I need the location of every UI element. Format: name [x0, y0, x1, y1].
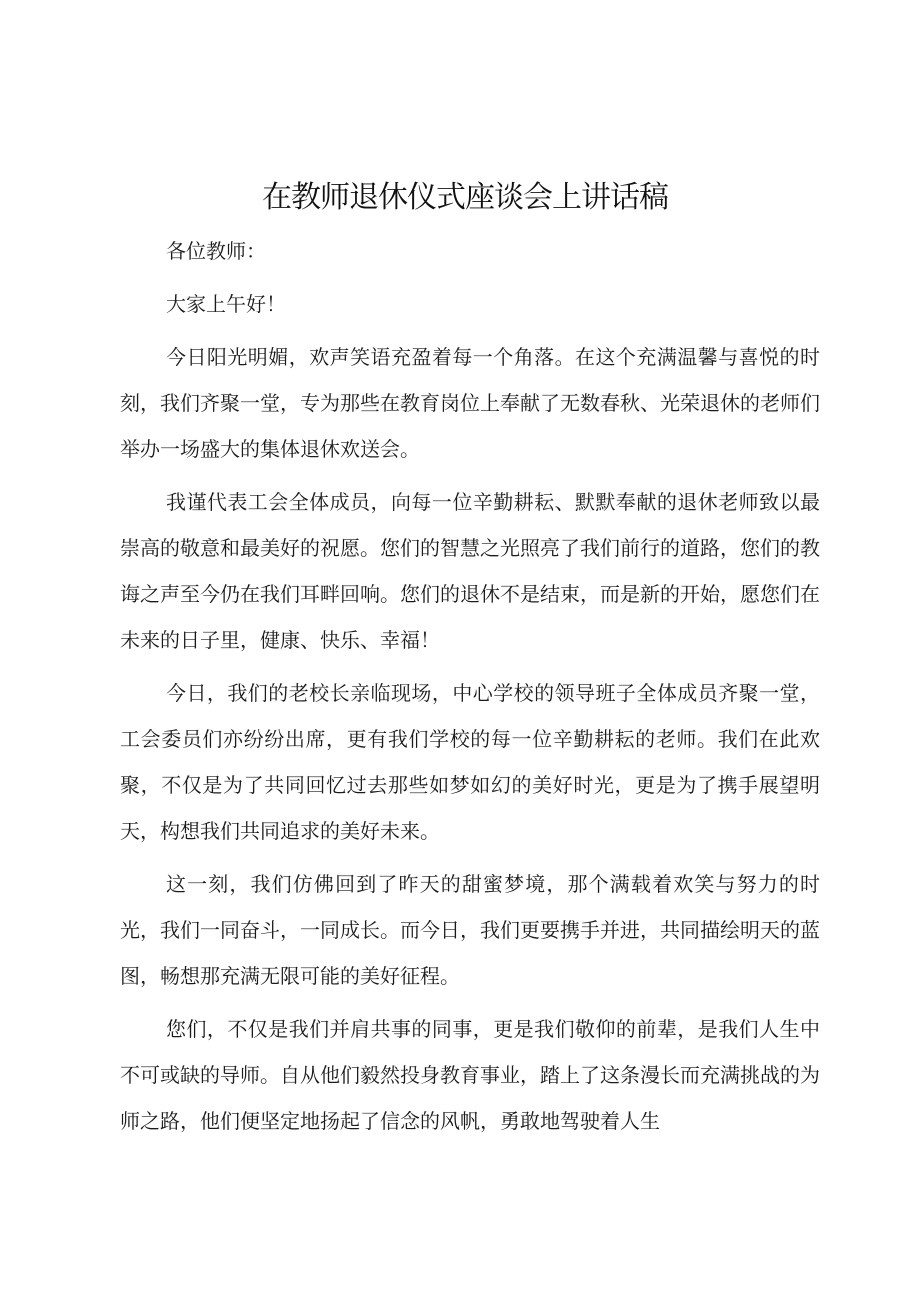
document-title: 在教师退休仪式座谈会上讲话稿	[262, 180, 668, 215]
paragraph-salutation: 各位教师：	[166, 239, 266, 263]
paragraph: 这一刻，我们仿佛回到了昨天的甜蜜梦境，那个满载着欢笑与努力的时光，我们一同奋斗，一同成长。而今日，我们更要携手并进，共同描绘明天的蓝图，畅想那充满无限可能的美好征程。	[120, 872, 820, 988]
paragraph: 我谨代表工会全体成员，向每一位辛勤耕耘、默默奉献的退休老师致以最崇高的敬意和最美好的祝愿。您们的智慧之光照亮了我们前行的道路，您们的教诲之声至今仍在我们耳畔回响。您们的退休不是结束，而是新的开始，愿您们在未来的日子里，健康、快乐、幸福！	[120, 490, 820, 652]
document-body	[120, 228, 820, 1151]
paragraph: 今日阳光明媚，欢声笑语充盈着每一个角落。在这个充满温馨与喜悦的时刻，我们齐聚一堂，专为那些在教育岗位上奉献了无数春秋、光荣退休的老师们举办一场盛大的集体退休欢送会。	[120, 345, 820, 461]
paragraph: 您们，不仅是我们并肩共事的同事，更是我们敬仰的前辈，是我们人生中不可或缺的导师。自从他们毅然投身教育事业，踏上了这条漫长而充满挑战的为师之路，他们便坚定地扬起了信念的风帆，勇敢地驾驶着人生	[120, 1017, 820, 1133]
paragraph-greeting: 大家上午好！	[166, 292, 286, 316]
paragraph: 今日，我们的老校长亲临现场，中心学校的领导班子全体成员齐聚一堂，工会委员们亦纷纷出席，更有我们学校的每一位辛勤耕耘的老师。我们在此欢聚，不仅是为了共同回忆过去那些如梦如幻的美好时光，更是为了携手展望明天，构想我们共同追求的美好未来。	[120, 681, 820, 843]
